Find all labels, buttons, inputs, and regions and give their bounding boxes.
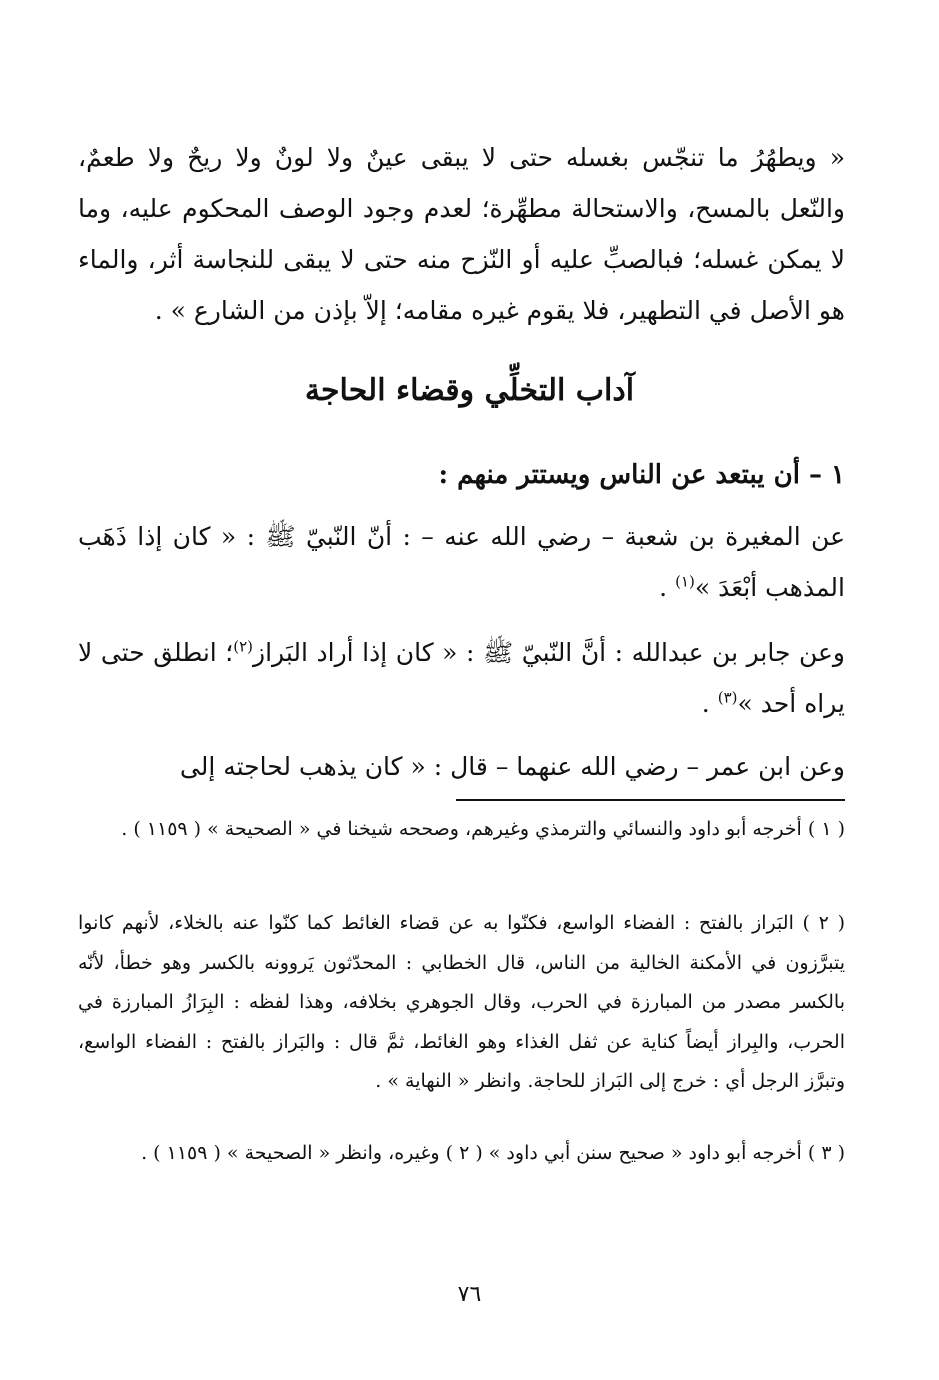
footnote-3: ( ٣ ) أخرجه أبو داود « صحيح سنن أبي داود » ( ٢ ) وغيره، وانظر « الصحيحة » ( ١١٥٩ ) . (141, 1142, 845, 1164)
hadith-2-text: وعن جابر بن عبدالله : أنَّ النّبيّ ﷺ : « كان إذا أراد البَراز (253, 638, 845, 667)
footnote-1: ( ١ ) أخرجه أبو داود والنسائي والترمذي وغيرهم، وصححه شيخنا في « الصحيحة » ( ١١٥٩ ) . (121, 818, 845, 840)
hadith-1-text: عن المغيرة بن شعبة – رضي الله عنه – : أنّ النّبيّ ﷺ : « كان إذا ذَهَب المذهب أبْعَدَ » (78, 522, 845, 602)
footnote-2: ( ٢ ) البَراز بالفتح : الفضاء الواسع، فكنّوا به عن قضاء الغائط كما كنّوا عنه بالخلاء، لأنهم كانوا يتبرَّزون في الأمكنة الخالية من الناس، قال الخطابي : المحدّثون يَروونه بالكسر وهو خطأ، لأنّه بالكسر مصدر من المبارزة في الحرب، وقال الجوهري بخلافه، وهذا لفظه : البِرَازُ المبارزة في الحرب، والبِراز أيضاً كناية عن ثفل الغذاء وهو الغائط، ثمَّ قال : والبَراز بالفتح : الفضاء الواسع، وتبرَّز الرجل أي : خرج إلى البَراز للحاجة. وانظر « النهاية » . (78, 912, 845, 1092)
footnote-ref-2: (٢) (233, 637, 254, 656)
footnote-separator (456, 799, 845, 801)
footnote-ref-1: (١) (675, 572, 695, 591)
subsection-heading: ١ – أن يبتعد عن الناس ويستتر منهم : (438, 460, 845, 490)
hadith-2-end: . (701, 689, 718, 718)
page-number: ٧٦ (457, 1282, 482, 1307)
footnote-ref-3: (٣) (717, 688, 738, 707)
hadith-paragraph-1 (78, 511, 845, 613)
hadith-2-mid: ؛ انطلق حتى لا يراه أحد » (78, 638, 845, 718)
hadith-1-end: . (659, 573, 676, 602)
intro-paragraph: « ويطهُرُ ما تنجّس بغسله حتى لا يبقى عينٌ ولا لونٌ ولا ريحٌ ولا طعمٌ، والنّعل بالمسح، والاستحالة مطهِّرة؛ لعدم وجود الوصف المحكوم عليه، وما لا يمكن غسله؛ فبالصبِّ عليه أو النّزح منه حتى لا يبقى للنجاسة أثر، والماء هو الأصل في التطهير، فلا يقوم غيره مقامه؛ إلاّ بإذن من الشارع » . (78, 143, 845, 325)
section-heading: آداب التخلِّي وقضاء الحاجة (304, 373, 635, 408)
hadith-paragraph-2 (78, 627, 845, 729)
hadith-paragraph-3: وعن ابن عمر – رضي الله عنهما – قال : « كان يذهب لحاجته إلى (179, 752, 845, 781)
